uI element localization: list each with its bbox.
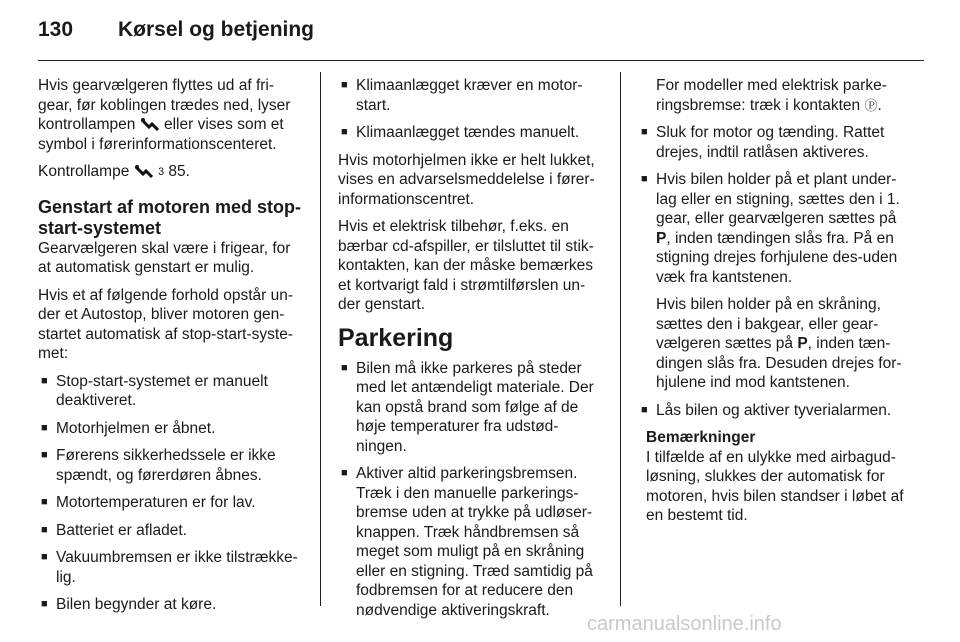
list-item: ■ Batteriet er afladet.: [41, 521, 187, 539]
gearshift-indicator-icon: [134, 164, 154, 178]
note-text: I tilfælde af en ulykke med airbagud-løsning, slukkes der automatisk for motoren, hvis bilen standser i løbet af en bestemt tid.: [646, 448, 904, 524]
list-item: ■ Bilen må ikke parkeres på steder med let antændeligt materiale. Der kan opstå brand som følge af de høje temperaturer fra udstød-ningen.: [341, 359, 594, 455]
column-1: [38, 76, 306, 623]
header-rule: [38, 60, 924, 61]
note-title: Bemærkninger: [646, 429, 756, 446]
list-continuation: Hvis bilen holder på en skråning, sættes den i bakgear, eller gear-vælgeren sættes på P, inden tæn-dingen slås fra. Desuden drejes for-hjulene ind mod kantstenen.: [656, 296, 902, 391]
column-divider-1: [320, 72, 321, 606]
paragraph: Hvis gearvælgeren flyttes ud af fri-gear, før koblingen trædes ned, lyser kontrollampen eller vises som et symbol i førerinformationscenteret.: [38, 77, 291, 153]
parking-brake-switch-icon: Ⓟ: [864, 97, 878, 113]
paragraph: Kontrollampe 3 85.: [38, 163, 190, 180]
bullet-list: [38, 372, 306, 615]
list-continuation: For modeller med elektrisk parke-ringsbremse: træk i kontakten Ⓟ.: [656, 77, 887, 114]
paragraph: Hvis et af følgende forhold opstår un-der et Autostop, bliver motoren gen-startet automatisk af stop-start-syste-met:: [38, 286, 294, 362]
section-heading-parking: Parkering: [338, 323, 454, 352]
paragraph: Hvis motorhjelmen ikke er helt lukket, vises en advarselsmeddelelse i fører-informationscentret.: [338, 151, 595, 208]
list-item: ■ Vakuumbremsen er ikke tilstrække-lig.: [41, 549, 298, 586]
reference-arrow-icon: 3: [157, 166, 165, 178]
list-item: ■ Bilen begynder at køre.: [41, 596, 217, 613]
list-item: ■ Stop-start-systemet er manuelt deaktiveret.: [41, 372, 268, 409]
page-title: Kørsel og betjening: [118, 18, 315, 41]
gearshift-indicator-icon: [140, 117, 160, 131]
paragraph: Gearvælgeren skal være i frigear, for at automatisk genstart er mulig.: [38, 239, 291, 276]
list-item: ■ Aktiver altid parkeringsbremsen. Træk i den manuelle parkerings-bremse uden at trykke på udløser-knappen. Træk håndbremsen så meget som muligt på en skråning eller en stigning. Træd samtidig på fodbremsen for at reducere den nødvendige aktiveringskraft.: [341, 465, 593, 619]
list-item: ■ Hvis bilen holder på et plant under-lag eller en stigning, sættes den i 1. gear, eller gearvælgeren sættes på P, inden tændingen slås fra. På en stigning drejes forhjulene des-uden væk fra kantstenen.: [641, 171, 900, 286]
list-item: ■ Lås bilen og aktiver tyverialarmen.: [641, 401, 892, 419]
watermark: carmanualsonline.info: [587, 613, 782, 635]
paragraph: Hvis et elektrisk tilbehør, f.eks. en bærbar cd-afspiller, er tilsluttet til stik-kontakten, kan der måske bemærkes et kortvarigt fald i strømtilførslen un-der genstart.: [338, 218, 594, 313]
list-item: ■ Klimaanlægget tændes manuelt.: [341, 124, 580, 141]
list-item: ■ Sluk for motor og tænding. Rattet drejes, indtil ratlåsen aktiveres.: [641, 124, 885, 161]
list-item: ■ Motorhjelmen er åbnet.: [41, 419, 216, 437]
column-2: [338, 76, 606, 628]
column-3: [638, 76, 906, 534]
list-item: ■ Motortemperaturen er for lav.: [41, 494, 256, 511]
page-number: 130: [38, 18, 74, 41]
list-item: ■ Klimaanlægget kræver en motor-start.: [341, 77, 583, 114]
list-item: ■ Førerens sikkerhedssele er ikke spændt, og førerdøren åbnes.: [41, 447, 276, 484]
page-reference[interactable]: 85.: [168, 163, 190, 180]
section-heading: Genstart af motoren med stop-start-systemet: [38, 196, 302, 238]
column-divider-2: [620, 72, 621, 606]
note-box: [638, 428, 906, 526]
